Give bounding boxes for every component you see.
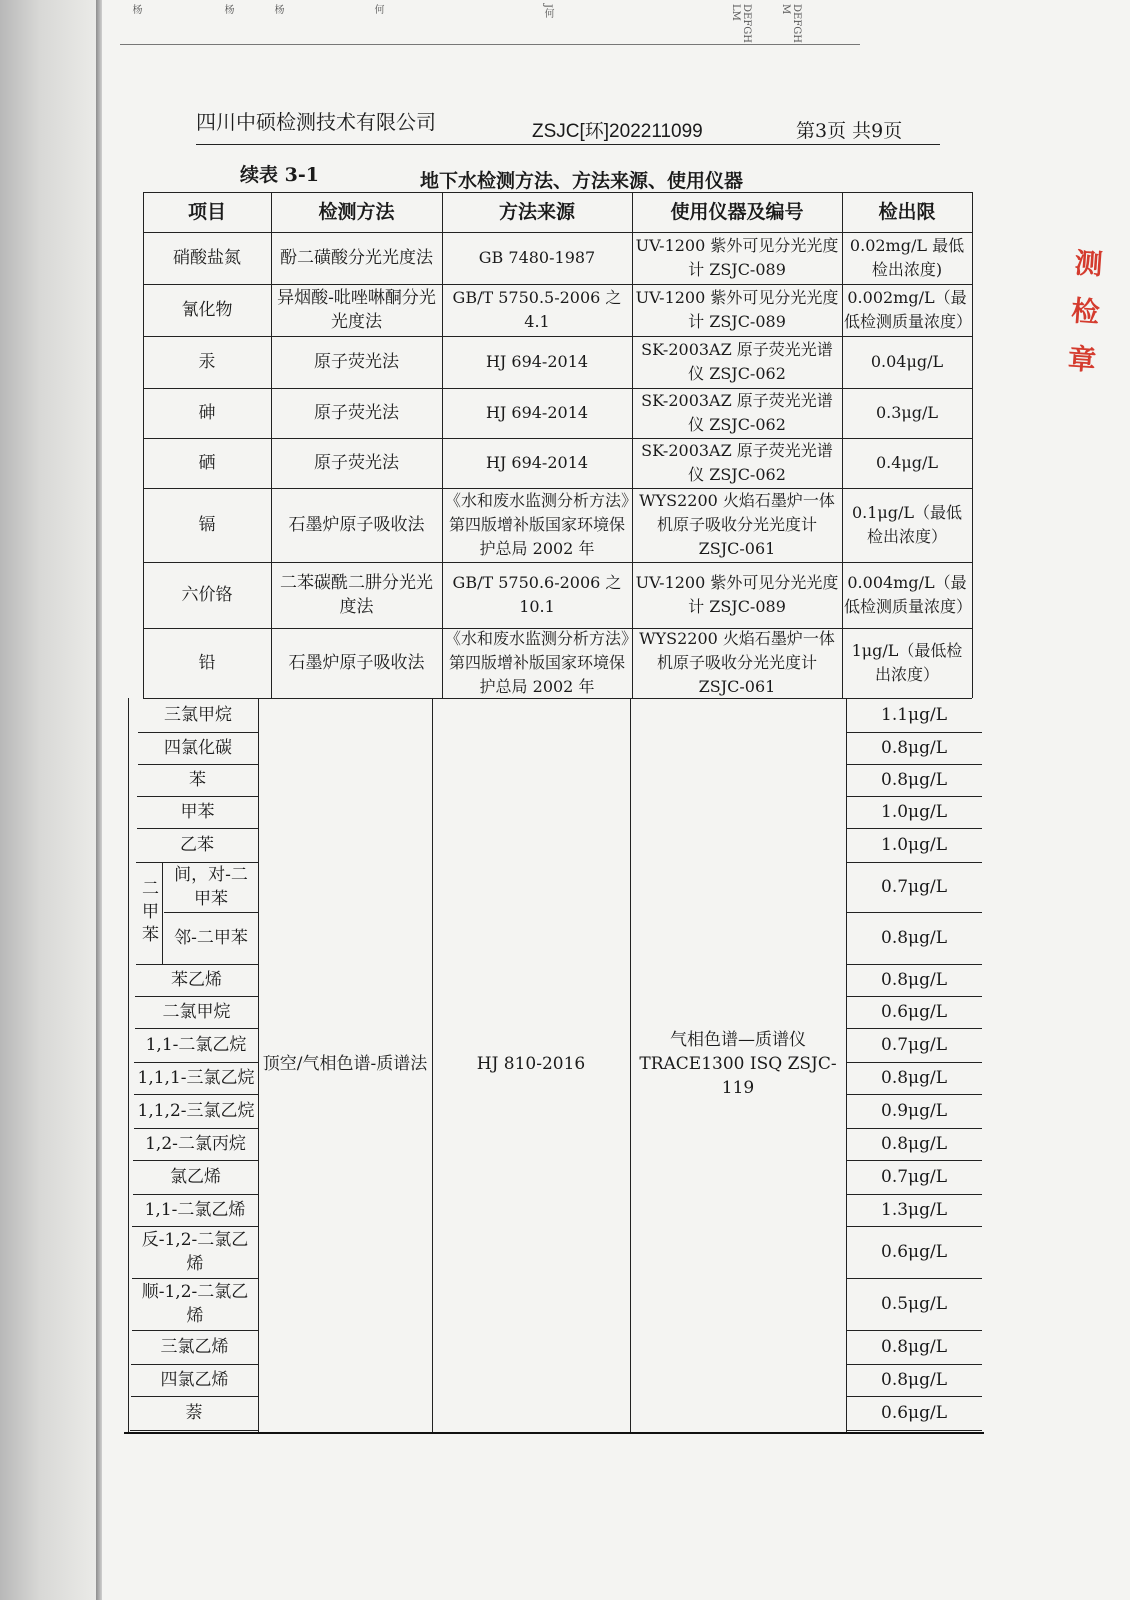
voc-item: 三氯乙烯 bbox=[160, 1337, 229, 1357]
voc-limit: 0.8μg/L bbox=[881, 928, 947, 948]
row-limit: 1μg/L（最低检出浓度） bbox=[851, 641, 963, 684]
voc-limit: 1.3μg/L bbox=[881, 1200, 947, 1220]
voc-limit: 0.8μg/L bbox=[881, 970, 947, 990]
voc-item: 1,1-二氯乙烯 bbox=[144, 1200, 246, 1220]
scrap-text: 杨 bbox=[272, 4, 283, 14]
column-rule bbox=[271, 192, 272, 698]
voc-item: 四氯乙烯 bbox=[160, 1370, 229, 1390]
voc-item-rule bbox=[130, 1430, 258, 1431]
voc-item: 反-1,2-二氯乙烯 bbox=[141, 1230, 249, 1274]
page-fold bbox=[96, 0, 102, 1600]
row-method: 原子荧光法 bbox=[314, 352, 399, 372]
row-item: 硝酸盐氮 bbox=[173, 248, 241, 268]
voc-limit: 0.8μg/L bbox=[881, 738, 947, 758]
header-method: 检测方法 bbox=[318, 201, 395, 223]
voc-item: 甲苯 bbox=[180, 802, 215, 822]
scrap-text: 杨 bbox=[130, 4, 141, 14]
voc-item: 苯乙烯 bbox=[171, 970, 222, 990]
previous-page-scrap bbox=[120, 0, 860, 45]
row-limit: 0.04μg/L bbox=[870, 352, 944, 371]
voc-left-rule bbox=[128, 698, 129, 1434]
report-header bbox=[196, 104, 940, 145]
row-method: 异烟酸-吡唑啉酮分光光度法 bbox=[277, 288, 436, 332]
row-source: GB/T 5750.6-2006 之 10.1 bbox=[452, 573, 622, 616]
row-limit: 0.02mg/L 最低检出浓度) bbox=[849, 236, 965, 279]
row-source: HJ 694-2014 bbox=[485, 403, 589, 422]
voc-limit: 0.6μg/L bbox=[881, 1002, 947, 1022]
row-source: GB/T 5750.5-2006 之 4.1 bbox=[452, 288, 622, 331]
row-instrument: SK-2003AZ 原子荧光光谱仪 ZSJC-062 bbox=[641, 441, 833, 484]
row-limit: 0.3μg/L bbox=[875, 403, 939, 422]
scrap-text: DEFGH M bbox=[780, 4, 802, 43]
column-rule bbox=[972, 192, 973, 698]
voc-item: 三氯甲烷 bbox=[164, 705, 232, 725]
row-method: 二苯碳酰二肼分光光度法 bbox=[280, 573, 433, 617]
row-limit: 0.1μg/L（最低检出浓度） bbox=[851, 503, 963, 546]
row-method: 石墨炉原子吸收法 bbox=[288, 653, 425, 673]
voc-limit: 0.7μg/L bbox=[881, 1035, 947, 1055]
voc-item: 四氯化碳 bbox=[164, 738, 232, 758]
row-source: 《水和废水监测分析方法》第四版增补版国家环境保护总局 2002 年 bbox=[444, 491, 629, 558]
voc-limit: 1.1μg/L bbox=[881, 705, 947, 725]
row-method: 原子荧光法 bbox=[314, 403, 399, 423]
row-item: 铅 bbox=[198, 653, 216, 673]
voc-limit: 0.7μg/L bbox=[881, 877, 947, 897]
voc-limit: 1.0μg/L bbox=[881, 802, 947, 822]
row-source: GB 7480-1987 bbox=[478, 248, 596, 267]
row-source: 《水和废水监测分析方法》第四版增补版国家环境保护总局 2002 年 bbox=[444, 629, 629, 696]
row-source: HJ 694-2014 bbox=[485, 453, 589, 472]
stamp-text: 测 检 章 bbox=[1066, 246, 1104, 377]
row-instrument: UV-1200 紫外可见分光光度计 ZSJC-089 bbox=[635, 236, 839, 279]
voc-item: 间，对-二甲苯 bbox=[174, 865, 248, 909]
voc-limit: 0.8μg/L bbox=[881, 1134, 947, 1154]
page-number: 第3页 共9页 bbox=[796, 120, 903, 142]
xylene-group-label: 二甲苯 bbox=[138, 878, 158, 948]
row-limit: 0.002mg/L（最低检测质量浓度） bbox=[844, 288, 973, 331]
header-instrument: 使用仪器及编号 bbox=[670, 201, 804, 223]
row-instrument: UV-1200 紫外可见分光光度计 ZSJC-089 bbox=[635, 573, 839, 616]
header-limit: 检出限 bbox=[878, 201, 936, 223]
row-item: 氰化物 bbox=[181, 300, 233, 320]
voc-limit: 0.5μg/L bbox=[881, 1294, 947, 1314]
voc-instrument: 气相色谱—质谱仪 TRACE1300 ISQ ZSJC-119 bbox=[639, 1030, 837, 1098]
column-rule bbox=[842, 192, 843, 698]
voc-limit: 0.8μg/L bbox=[881, 1370, 947, 1390]
scrap-text: 杨 bbox=[222, 4, 233, 14]
voc-item: 二氯甲烷 bbox=[162, 1002, 231, 1022]
voc-source: HJ 810-2016 bbox=[476, 1054, 586, 1074]
row-item: 硒 bbox=[198, 453, 216, 473]
table-bottom-rule bbox=[124, 1432, 984, 1434]
row-instrument: SK-2003AZ 原子荧光光谱仪 ZSJC-062 bbox=[641, 340, 833, 383]
company-name: 四川中硕检测技术有限公司 bbox=[196, 110, 436, 134]
table-title: 地下水检测方法、方法来源、使用仪器 bbox=[420, 170, 744, 192]
voc-item: 苯 bbox=[189, 770, 206, 790]
voc-item: 顺-1,2-二氯乙烯 bbox=[141, 1282, 249, 1326]
row-limit: 0.004mg/L（最低检测质量浓度） bbox=[844, 573, 973, 616]
voc-item: 1,1,1-三氯乙烷 bbox=[137, 1068, 255, 1088]
row-item: 六价铬 bbox=[181, 585, 233, 605]
voc-item: 1,1,2-三氯乙烷 bbox=[137, 1101, 255, 1121]
column-rule bbox=[442, 192, 443, 698]
voc-limit: 0.6μg/L bbox=[881, 1242, 947, 1262]
row-item: 镉 bbox=[198, 515, 216, 535]
voc-column-rule bbox=[432, 698, 433, 1434]
voc-column-rule bbox=[846, 698, 847, 1434]
column-rule bbox=[632, 192, 633, 698]
row-instrument: UV-1200 紫外可见分光光度计 ZSJC-089 bbox=[635, 288, 839, 331]
voc-limit: 0.8μg/L bbox=[881, 1068, 947, 1088]
voc-item: 乙苯 bbox=[180, 835, 214, 855]
voc-column-rule bbox=[258, 698, 259, 1434]
row-source: HJ 694-2014 bbox=[485, 352, 589, 371]
row-method: 石墨炉原子吸收法 bbox=[288, 515, 425, 535]
row-instrument: SK-2003AZ 原子荧光光谱仪 ZSJC-062 bbox=[641, 391, 833, 434]
row-method: 原子荧光法 bbox=[314, 453, 399, 473]
red-stamp bbox=[1059, 239, 1108, 451]
voc-limit: 0.8μg/L bbox=[881, 1337, 947, 1357]
scrap-text: DEFGH LM bbox=[730, 4, 752, 43]
voc-limit: 0.9μg/L bbox=[881, 1101, 947, 1121]
row-limit: 0.4μg/L bbox=[875, 453, 939, 472]
row-item: 砷 bbox=[198, 403, 216, 423]
table-label: 续表 3-1 bbox=[240, 164, 319, 186]
page-edge-shadow bbox=[0, 0, 100, 1600]
row-method: 酚二磺酸分光光度法 bbox=[280, 248, 433, 268]
header-source: 方法来源 bbox=[498, 201, 575, 223]
xylene-group-rule bbox=[162, 862, 163, 964]
voc-item: 1,2-二氯丙烷 bbox=[145, 1134, 246, 1154]
voc-column-rule bbox=[630, 698, 631, 1434]
voc-limit: 0.7μg/L bbox=[881, 1167, 947, 1187]
voc-method: 顶空/气相色谱-质谱法 bbox=[262, 1054, 428, 1074]
scrap-text: 何 bbox=[372, 4, 383, 14]
voc-item: 邻-二甲苯 bbox=[174, 928, 248, 948]
row-instrument: WYS2200 火焰石墨炉一体机原子吸收分光光度计 ZSJC-061 bbox=[639, 629, 835, 696]
voc-limit: 1.0μg/L bbox=[881, 835, 947, 855]
scrap-text: J何 bbox=[542, 4, 553, 19]
voc-limit-rule bbox=[846, 1430, 982, 1431]
header-item: 项目 bbox=[187, 201, 226, 223]
row-item: 汞 bbox=[198, 352, 216, 372]
voc-limit: 0.6μg/L bbox=[881, 1403, 947, 1423]
voc-item: 萘 bbox=[185, 1403, 203, 1423]
voc-item: 氯乙烯 bbox=[170, 1167, 221, 1187]
document-number: ZSJC[环]202211099 bbox=[532, 121, 703, 142]
row-instrument: WYS2200 火焰石墨炉一体机原子吸收分光光度计 ZSJC-061 bbox=[639, 491, 835, 558]
voc-limit: 0.8μg/L bbox=[881, 770, 947, 790]
voc-item: 1,1-二氯乙烷 bbox=[145, 1035, 247, 1055]
column-rule bbox=[143, 192, 144, 698]
